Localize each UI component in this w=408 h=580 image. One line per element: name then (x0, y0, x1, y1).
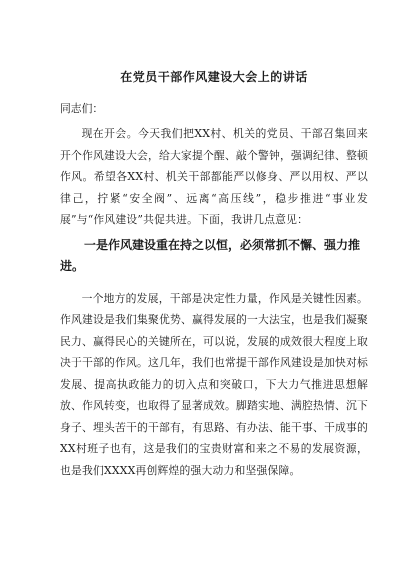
salutation: 同志们： (60, 102, 104, 115)
document-title: 在党员干部作风建设大会上的讲话 (120, 70, 308, 84)
body-paragraph: 一个地方的发展，干部是决定性力量，作风是关键性因素。作风建设是我们集聚优势、赢得发展的一大法宝，也是我们凝聚民力、赢得民心的关键所在，可以说，发展的成效很大程度上取决于干部的作风。这几年，我们也常提干部作风建设是加快对标发展、提高执政能力的切入点和突破口，下大力气推进思想解放、作风转变，也取得了显著成效。脚踏实地、满腔热情、沉下身子、埋头苦干的干部有，有思路、有办法、能干事、干成事的XX村班子也有，这是我们的宝贵财富和来之不易的发展资源，也是我们XXXX再创辉煌的强大动力和坚强保障。 (60, 291, 368, 477)
opening-paragraph: 现在开会。今天我们把XX村、机关的党员、干部召集回来开个作风建设大会，给大家提个醒、敲个警钟，强调纪律、整顿作风。希望各XX村、机关干部都能严以修身、严以用权、严以律己，拧紧“安全阀”、远离“高压线”，稳步推进“事业发展”与“作风建设”共促共进。下面，我讲几点意见： (60, 127, 368, 226)
section-heading-1: 一是作风建设重在持之以恒，必须常抓不懈、强力推进。 (60, 237, 361, 273)
